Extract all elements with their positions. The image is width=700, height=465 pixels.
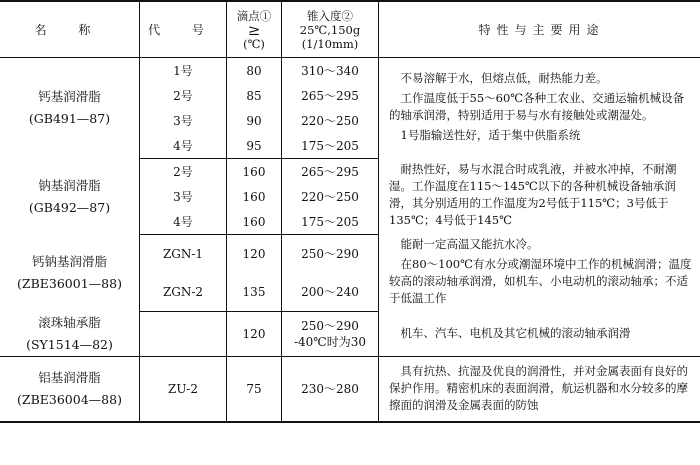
description-text: 工作温度低于55～60℃各种工农业、交通运输机械设备的轴承润滑，特别适用于易与水有接触处或潮湿处。 <box>389 90 685 122</box>
group-name-cell <box>0 235 140 312</box>
drop-point-cell: 135 <box>227 273 282 312</box>
grease-standard: (SY1514—82) <box>26 336 113 352</box>
description-text: 能耐一定高温又能抗水冷。 <box>400 237 539 251</box>
group-name-cell <box>0 356 140 422</box>
grease-name: 铝基润滑脂 <box>38 369 101 385</box>
code-cell: 3号 <box>140 184 227 209</box>
table-row <box>0 356 700 422</box>
description-text: 在80～100℃有水分或潮湿环境中工作的机械润滑；温度较高的滚动轴承润滑，如机车、小电动机的滚动轴承；不适于低温工作 <box>389 257 692 305</box>
grease-standard: (ZBE36004—88) <box>17 391 122 407</box>
code-cell <box>140 312 227 357</box>
cone-cell: 310～340 <box>282 58 379 84</box>
drop-point-cell: 120 <box>227 312 282 357</box>
cone-cell: 175～205 <box>282 209 379 235</box>
description-text: 具有抗热、抗湿及优良的润滑性，并对金属表面有良好的保护作用。精密机床的表面润滑，航运机器和水分较多的摩擦面的润滑及金属表面的防蚀 <box>389 364 688 412</box>
table-row <box>0 159 700 185</box>
grease-name: 钙基润滑脂 <box>38 89 101 105</box>
cone-cell: 220～250 <box>282 108 379 133</box>
header-cone-penetration <box>282 1 379 58</box>
table-row <box>0 58 700 84</box>
description-cell <box>379 58 700 159</box>
cone-cell: 265～295 <box>282 159 379 185</box>
header-drop-line2: ≥ <box>247 20 261 39</box>
code-cell: 4号 <box>140 209 227 235</box>
header-drop-line3: (℃) <box>243 36 265 51</box>
code-cell: ZU-2 <box>140 356 227 422</box>
code-cell: 3号 <box>140 108 227 133</box>
header-description: 特性与主要用途 <box>379 1 700 58</box>
header-cone-line3: (1/10mm) <box>301 36 359 51</box>
grease-name: 钙钠基润滑脂 <box>31 254 107 269</box>
code-cell: ZGN-2 <box>140 273 227 312</box>
cone-cell: 230～280 <box>282 356 379 422</box>
cone-cell <box>282 312 379 357</box>
drop-point-cell: 90 <box>227 108 282 133</box>
code-cell: 1号 <box>140 58 227 84</box>
description-text: 耐热性好，易与水混合时成乳液，并被水冲掉，不耐潮湿。工作温度在115～145℃以下的各种机械设备轴承润滑，其分别适用的工作温度为2号低于115℃；3号低于135℃；4号低于145℃ <box>389 162 677 227</box>
header-name: 名 称 <box>0 1 140 58</box>
code-cell: ZGN-1 <box>140 235 227 274</box>
cone-cell: 200～240 <box>282 273 379 312</box>
cone-value-low-temp: -40℃时为30 <box>293 334 367 349</box>
description-cell <box>379 159 700 235</box>
drop-point-cell: 85 <box>227 83 282 108</box>
code-cell: 2号 <box>140 83 227 108</box>
grease-name: 滚珠轴承脂 <box>38 314 101 330</box>
code-cell: 4号 <box>140 133 227 159</box>
header-code: 代 号 <box>140 1 227 58</box>
drop-point-cell: 75 <box>227 356 282 422</box>
grease-name: 钠基润滑脂 <box>38 177 101 193</box>
grease-standard: (GB491—87) <box>28 111 111 127</box>
drop-point-cell: 160 <box>227 209 282 235</box>
drop-point-cell: 160 <box>227 159 282 185</box>
header-drop-point <box>227 1 282 58</box>
header-cone-line2: 25℃,150g <box>299 22 361 37</box>
drop-point-cell: 95 <box>227 133 282 159</box>
drop-point-cell: 80 <box>227 58 282 84</box>
code-cell: 2号 <box>140 159 227 185</box>
header-row <box>0 1 700 58</box>
description-text: 机车、汽车、电机及其它机械的滚动轴承润滑 <box>400 326 631 340</box>
description-cell <box>379 312 700 357</box>
cone-value: 250～290 <box>301 318 359 333</box>
drop-point-cell: 120 <box>227 235 282 274</box>
cone-cell: 265～295 <box>282 83 379 108</box>
cone-cell: 250～290 <box>282 235 379 274</box>
description-text: 1号脂输送性好，适于集中供脂系统 <box>400 127 581 142</box>
table-row <box>0 312 700 357</box>
group-name-cell <box>0 159 140 235</box>
header-drop-line1: 滴点① <box>236 8 272 23</box>
cone-cell: 220～250 <box>282 184 379 209</box>
grease-standard: (GB492—87) <box>28 199 111 215</box>
description-cell <box>379 235 700 312</box>
header-cone-line1: 锥入度② <box>307 8 353 23</box>
drop-point-cell: 160 <box>227 184 282 209</box>
group-name-cell <box>0 312 140 357</box>
table-row <box>0 235 700 274</box>
cone-cell: 175～205 <box>282 133 379 159</box>
group-name-cell <box>0 58 140 159</box>
description-text: 不易溶解于水，但熔点低，耐热能力差。 <box>400 70 608 85</box>
grease-standard: (ZBE36001—88) <box>17 276 122 291</box>
description-cell <box>379 356 700 422</box>
